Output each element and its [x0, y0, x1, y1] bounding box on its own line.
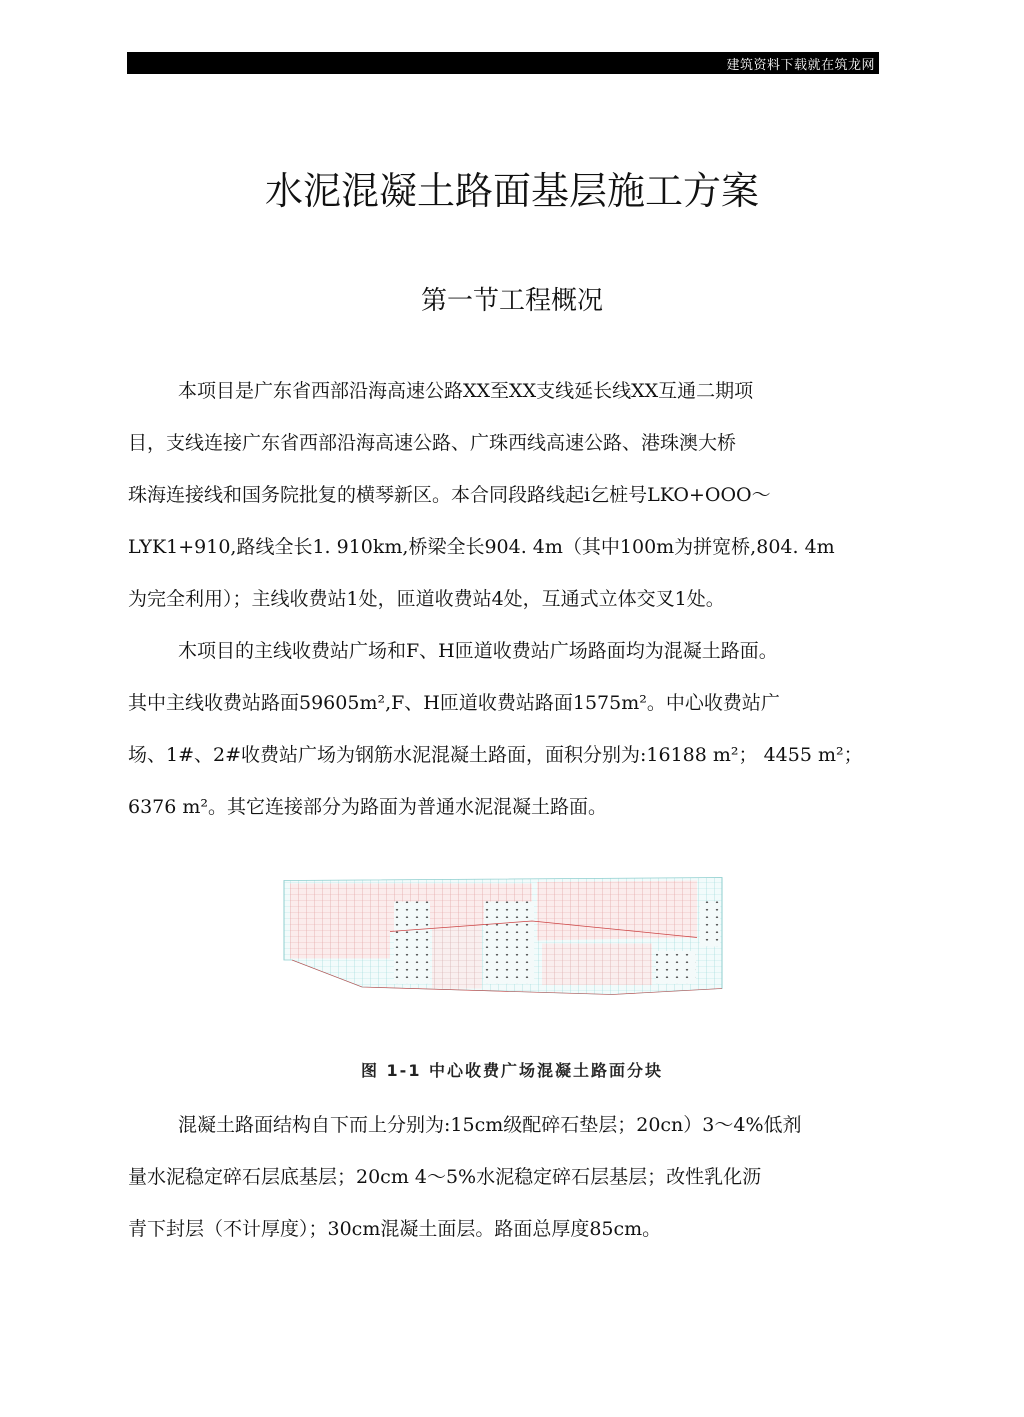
paragraph-3-line: 青下封层（不计厚度）；30cm混凝土面层。路面总厚度85cm。 [128, 1218, 662, 1240]
paragraph-2-line: 场、1#、2#收费站广场为钢筋水泥混凝土路面，面积分别为:16188 m²； 4455 m²； [128, 744, 863, 766]
section-heading: 第一节工程概况 [420, 286, 603, 316]
header-text: 建筑资料下载就在筑龙网 [726, 58, 875, 73]
header-bar [127, 52, 879, 74]
paragraph-1-line: 珠海连接线和国务院批复的横琴新区。本合同段路线起i乞桩号LKO+OOO～ [128, 484, 771, 506]
paragraph-2-line: 6376 m²。其它连接部分为路面为普通水泥混凝土路面。 [128, 796, 608, 818]
paragraph-1-line: LYK1+910,路线全长1. 910km,桥梁全长904. 4m（其中100m为拼宽桥,804. 4m [128, 536, 835, 558]
paragraph-1-line: 本项目是广东省西部沿海高速公路XX至XX支线延长线XX互通二期项 [178, 380, 754, 402]
figure-caption: 图 1-1 中心收费广场混凝土路面分块 [360, 1061, 664, 1080]
paragraph-1-line: 目，支线连接广东省西部沿海高速公路、广珠西线高速公路、港珠澳大桥 [128, 432, 737, 454]
paragraph-1-line: 为完全利用）；主线收费站1处，匝道收费站4处，互通式立体交叉1处。 [128, 588, 725, 610]
document-title: 水泥混凝土路面基层施工方案 [264, 169, 759, 213]
paragraph-2-line: 木项目的主线收费站广场和F、H匝道收费站广场路面均为混凝土路面。 [178, 640, 778, 662]
paragraph-2-line: 其中主线收费站路面59605m²,F、H匝道收费站路面1575m²。中心收费站广 [128, 692, 780, 714]
paragraph-3-line: 混凝土路面结构自下而上分别为:15cm级配碎石垫层；20cn）3～4%低剂 [178, 1114, 802, 1136]
paragraph-3-line: 量水泥稳定碎石层底基层；20cm 4～5%水泥稳定碎石层基层；改性乳化沥 [128, 1166, 762, 1188]
pavement-layout-figure [282, 876, 724, 996]
